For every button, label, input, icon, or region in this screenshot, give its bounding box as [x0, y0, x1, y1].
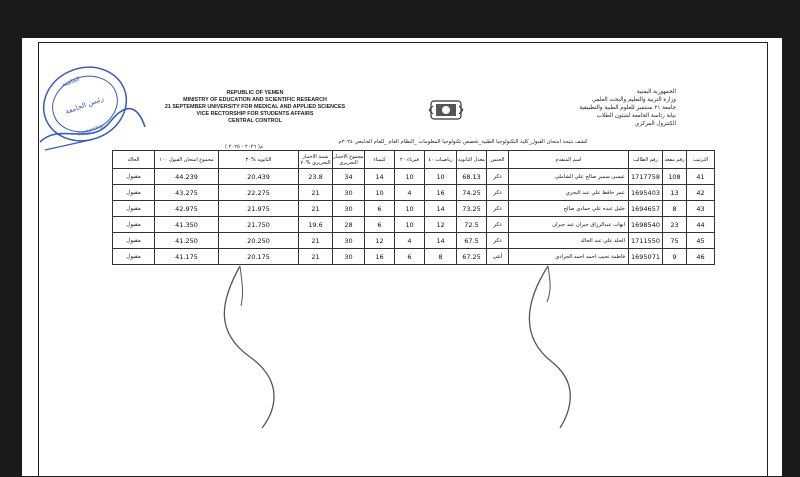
cell-total: 41.175	[155, 249, 219, 265]
cell-total: 44.239	[155, 169, 219, 185]
cell-gender: ذكر	[487, 201, 509, 217]
cell-name: الخلد علي عبد الخالد	[509, 233, 629, 249]
cell-chem: 6	[365, 217, 395, 233]
cell-physics: 6	[395, 249, 425, 265]
cell-status: مقبول	[113, 201, 155, 217]
header-line: VICE RECTORSHIP FOR STUDENTS AFFAIRS	[196, 111, 314, 117]
cell-physics: 4	[395, 233, 425, 249]
column-header: نسبة الاختبار التحريري %٧٠	[299, 151, 333, 169]
cell-sum: 30	[333, 233, 365, 249]
cell-total: 41.350	[155, 217, 219, 233]
cell-status: مقبول	[113, 169, 155, 185]
cell-student-no: 1695403	[629, 185, 663, 201]
cell-seat: 8	[663, 201, 687, 217]
cell-math: 12	[425, 217, 457, 233]
table-row	[113, 233, 715, 249]
cell-seat: 9	[663, 249, 687, 265]
cell-total: 42.975	[155, 201, 219, 217]
cell-avg: 73.25	[457, 201, 487, 217]
cell-name: فاطمة نجيب احمد احمد الجرادي	[509, 249, 629, 265]
column-header: الترتيب	[687, 151, 715, 169]
cell-name: عمر حافظ علي عبد البحري	[509, 185, 629, 201]
cell-avg: 74.25	[457, 185, 487, 201]
header-arabic	[566, 88, 676, 128]
cell-math: 14	[425, 201, 457, 217]
column-header: رقم الطالب	[629, 151, 663, 169]
cell-status: مقبول	[113, 249, 155, 265]
cell-student-no: 1698540	[629, 217, 663, 233]
cell-chem: 10	[365, 185, 395, 201]
table-row	[113, 201, 715, 217]
cell-total: 41.250	[155, 233, 219, 249]
header-english	[150, 90, 360, 125]
column-header: الحالة	[113, 151, 155, 169]
header-line: جامعة ٢١ سبتمبر للعلوم الطبية والتطبيقية	[579, 105, 676, 111]
cell-physics: 10	[395, 169, 425, 185]
column-header: الجنس	[487, 151, 509, 169]
header-line: الكنترول المركزي	[634, 121, 676, 127]
cell-student-no: 1694657	[629, 201, 663, 217]
signature-stroke-right	[500, 262, 600, 432]
header-line: 21 SEPTEMBER UNIVERSITY FOR MEDICAL AND APPLIED SCIENCES	[164, 104, 346, 110]
cell-sum: 30	[333, 201, 365, 217]
cell-avg: 68.13	[457, 169, 487, 185]
cell-name: ايهاب عبدالرزاق جبران عبد جبران	[509, 217, 629, 233]
table-row	[113, 217, 715, 233]
cell-secondary: 20.250	[219, 233, 299, 249]
cell-secondary: 21.750	[219, 217, 299, 233]
cell-written: 21	[299, 201, 333, 217]
cell-secondary: 20.175	[219, 249, 299, 265]
header-line: MINISTRY OF EDUCATION AND SCIENTIFIC RESEARCH	[183, 97, 327, 103]
cell-rank: 43	[687, 201, 715, 217]
cell-written: 21	[299, 185, 333, 201]
cell-sum: 30	[333, 185, 365, 201]
column-header: رياضيات ٤٠	[425, 151, 457, 169]
cell-total: 43.275	[155, 185, 219, 201]
results-table	[112, 150, 715, 265]
column-header: معدل الثانوية	[457, 151, 487, 169]
cell-rank: 44	[687, 217, 715, 233]
cell-sum: 30	[333, 249, 365, 265]
cell-avg: 67.5	[457, 233, 487, 249]
cell-name: عيسى سمير صالح علي الشاملي	[509, 169, 629, 185]
cell-status: مقبول	[113, 185, 155, 201]
cell-status: مقبول	[113, 217, 155, 233]
cell-math: 8	[425, 249, 457, 265]
cell-secondary: 20.439	[219, 169, 299, 185]
column-header: مجموع الاختبار التحريري	[333, 151, 365, 169]
stamp-text-middle: رئيس الجامعة	[64, 94, 105, 116]
cell-sum: 34	[333, 169, 365, 185]
header-line: الجمهورية اليمنية	[636, 89, 676, 95]
cell-physics: 10	[395, 201, 425, 217]
cell-gender: ذكر	[487, 217, 509, 233]
cell-seat: 75	[663, 233, 687, 249]
cell-secondary: 21.975	[219, 201, 299, 217]
table-row	[113, 185, 715, 201]
cell-seat: 108	[663, 169, 687, 185]
cell-written: 23.8	[299, 169, 333, 185]
stamp-text-bottom: Rectorship	[77, 123, 105, 139]
cell-sum: 28	[333, 217, 365, 233]
cell-avg: 72.5	[457, 217, 487, 233]
cell-written: 19.6	[299, 217, 333, 233]
column-header: مجموع امتحان القبول ١٠٠	[155, 151, 219, 169]
header-line: نيابة رئاسة الجامعة لشئون الطلاب	[596, 113, 676, 119]
cell-student-no: 1717758	[629, 169, 663, 185]
header-line: REPUBLIC OF YEMEN	[226, 90, 284, 96]
cell-math: 10	[425, 169, 457, 185]
cell-student-no: 1711550	[629, 233, 663, 249]
table-row	[113, 169, 715, 185]
official-stamp-icon	[30, 52, 150, 162]
column-header: فيزياء ٢٠	[395, 151, 425, 169]
cell-rank: 42	[687, 185, 715, 201]
cell-gender: ذكر	[487, 185, 509, 201]
stamp-text-top: الجامعة	[60, 75, 81, 89]
cell-rank: 41	[687, 169, 715, 185]
header-line: وزارة التربية والتعليم والبحث العلمي	[591, 97, 676, 103]
cell-secondary: 22.275	[219, 185, 299, 201]
cell-gender: ذكر	[487, 233, 509, 249]
cell-written: 21	[299, 249, 333, 265]
cell-gender: ذكر	[487, 169, 509, 185]
cell-written: 21	[299, 233, 333, 249]
signature-stroke-left	[200, 262, 300, 432]
cell-seat: 13	[663, 185, 687, 201]
sheet-title: كشف نتيجة امتحان القبول_كلية التكنولوجيا الطبية_تخصص تكنولوجيا المعلومات _النظام العام _للعام الجامعي ٢٠٢٤م	[338, 139, 588, 145]
header-line: CENTRAL CONTROL	[228, 118, 282, 124]
column-header: رقم مقعد	[663, 151, 687, 169]
cell-seat: 23	[663, 217, 687, 233]
cell-name: خليل عبده علي حمادي صالح	[509, 201, 629, 217]
cell-chem: 16	[365, 249, 395, 265]
column-header: كيمياء	[365, 151, 395, 169]
cell-rank: 45	[687, 233, 715, 249]
cell-physics: 4	[395, 185, 425, 201]
cell-math: 14	[425, 233, 457, 249]
column-header: الثانوية %٣٠	[219, 151, 299, 169]
cell-gender: أنثى	[487, 249, 509, 265]
table-header-row	[113, 151, 715, 169]
cell-student-no: 1695071	[629, 249, 663, 265]
cell-chem: 14	[365, 169, 395, 185]
column-header: اسم المتقدم	[509, 151, 629, 169]
cell-rank: 46	[687, 249, 715, 265]
cell-physics: 10	[395, 217, 425, 233]
sheet-subtitle: ( ٢٠٢٦ - ٢٠٢٥ )م	[225, 144, 264, 150]
cell-chem: 6	[365, 201, 395, 217]
cell-chem: 12	[365, 233, 395, 249]
cell-math: 16	[425, 185, 457, 201]
cell-avg: 67.25	[457, 249, 487, 265]
cell-status: مقبول	[113, 233, 155, 249]
university-logo-icon	[427, 98, 465, 122]
